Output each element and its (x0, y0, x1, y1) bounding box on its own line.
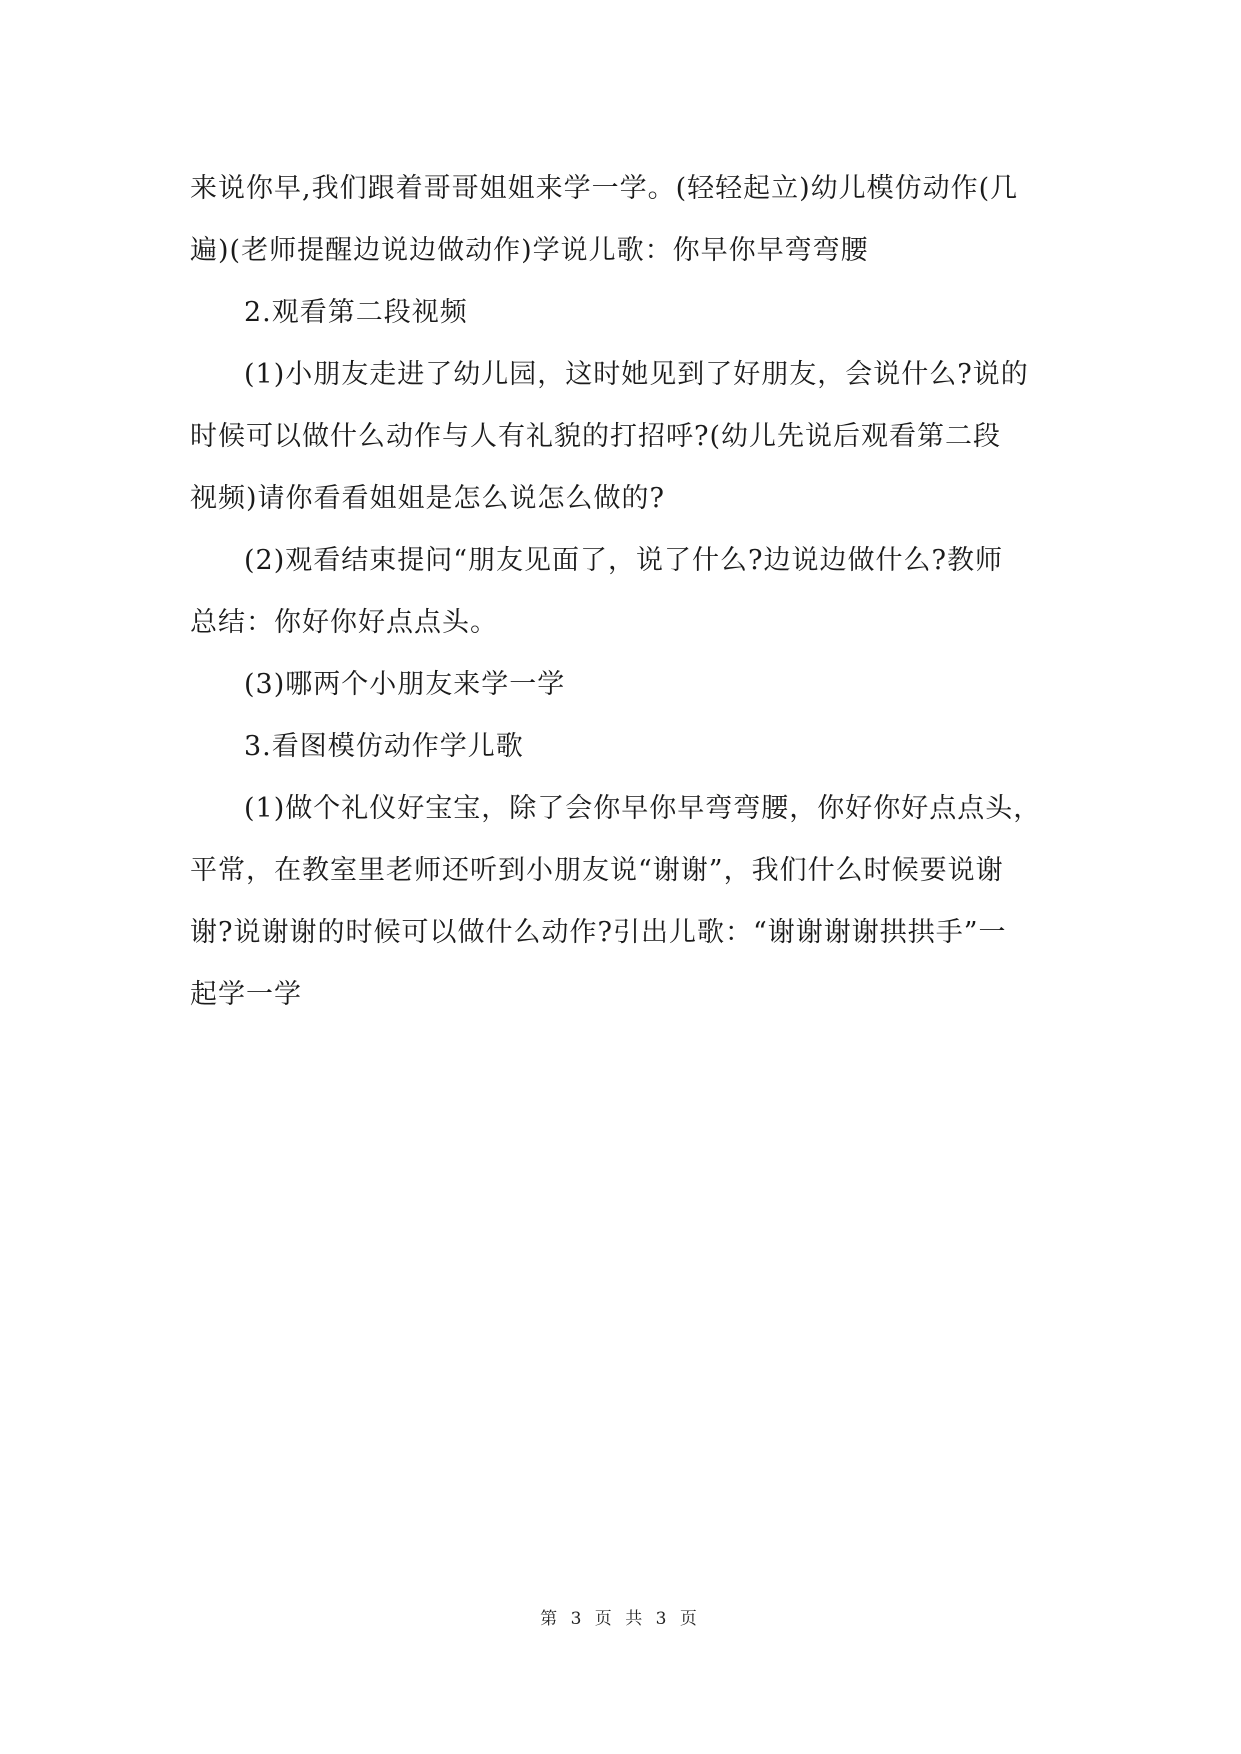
text-line: 起学一学 (190, 979, 302, 1010)
text-line: 来说你早,我们跟着哥哥姐姐来学一学。(轻轻起立)幼儿模仿动作(几 (190, 173, 1019, 204)
section-heading: 3.看图模仿动作学儿歌 (244, 731, 524, 762)
text-line: (1)小朋友走进了幼儿园，这时她见到了好朋友，会说什么?说的 (244, 359, 1029, 390)
text-line: (2)观看结束提问“朋友见面了，说了什么?边说边做什么?教师 (244, 545, 1003, 576)
text-line: 平常，在教室里老师还听到小朋友说“谢谢”，我们什么时候要说谢 (190, 855, 1004, 886)
text-line: 谢?说谢谢的时候可以做什么动作?引出儿歌：“谢谢谢谢拱拱手”一 (190, 917, 1007, 948)
section-heading: 2.观看第二段视频 (244, 297, 468, 328)
document-body (190, 158, 1052, 1026)
text-line: 时候可以做什么动作与人有礼貌的打招呼?(幼儿先说后观看第二段 (190, 421, 1002, 452)
page-number-footer: 第 3 页 共 3 页 (540, 1609, 701, 1629)
text-line: 遍)(老师提醒边说边做动作)学说儿歌：你早你早弯弯腰 (190, 235, 869, 266)
text-line: (1)做个礼仪好宝宝，除了会你早你早弯弯腰，你好你好点点头， (244, 793, 1042, 824)
text-line: (3)哪两个小朋友来学一学 (244, 669, 566, 700)
text-line: 视频)请你看看姐姐是怎么说怎么做的? (190, 483, 666, 514)
text-line: 总结：你好你好点点头。 (190, 607, 498, 638)
